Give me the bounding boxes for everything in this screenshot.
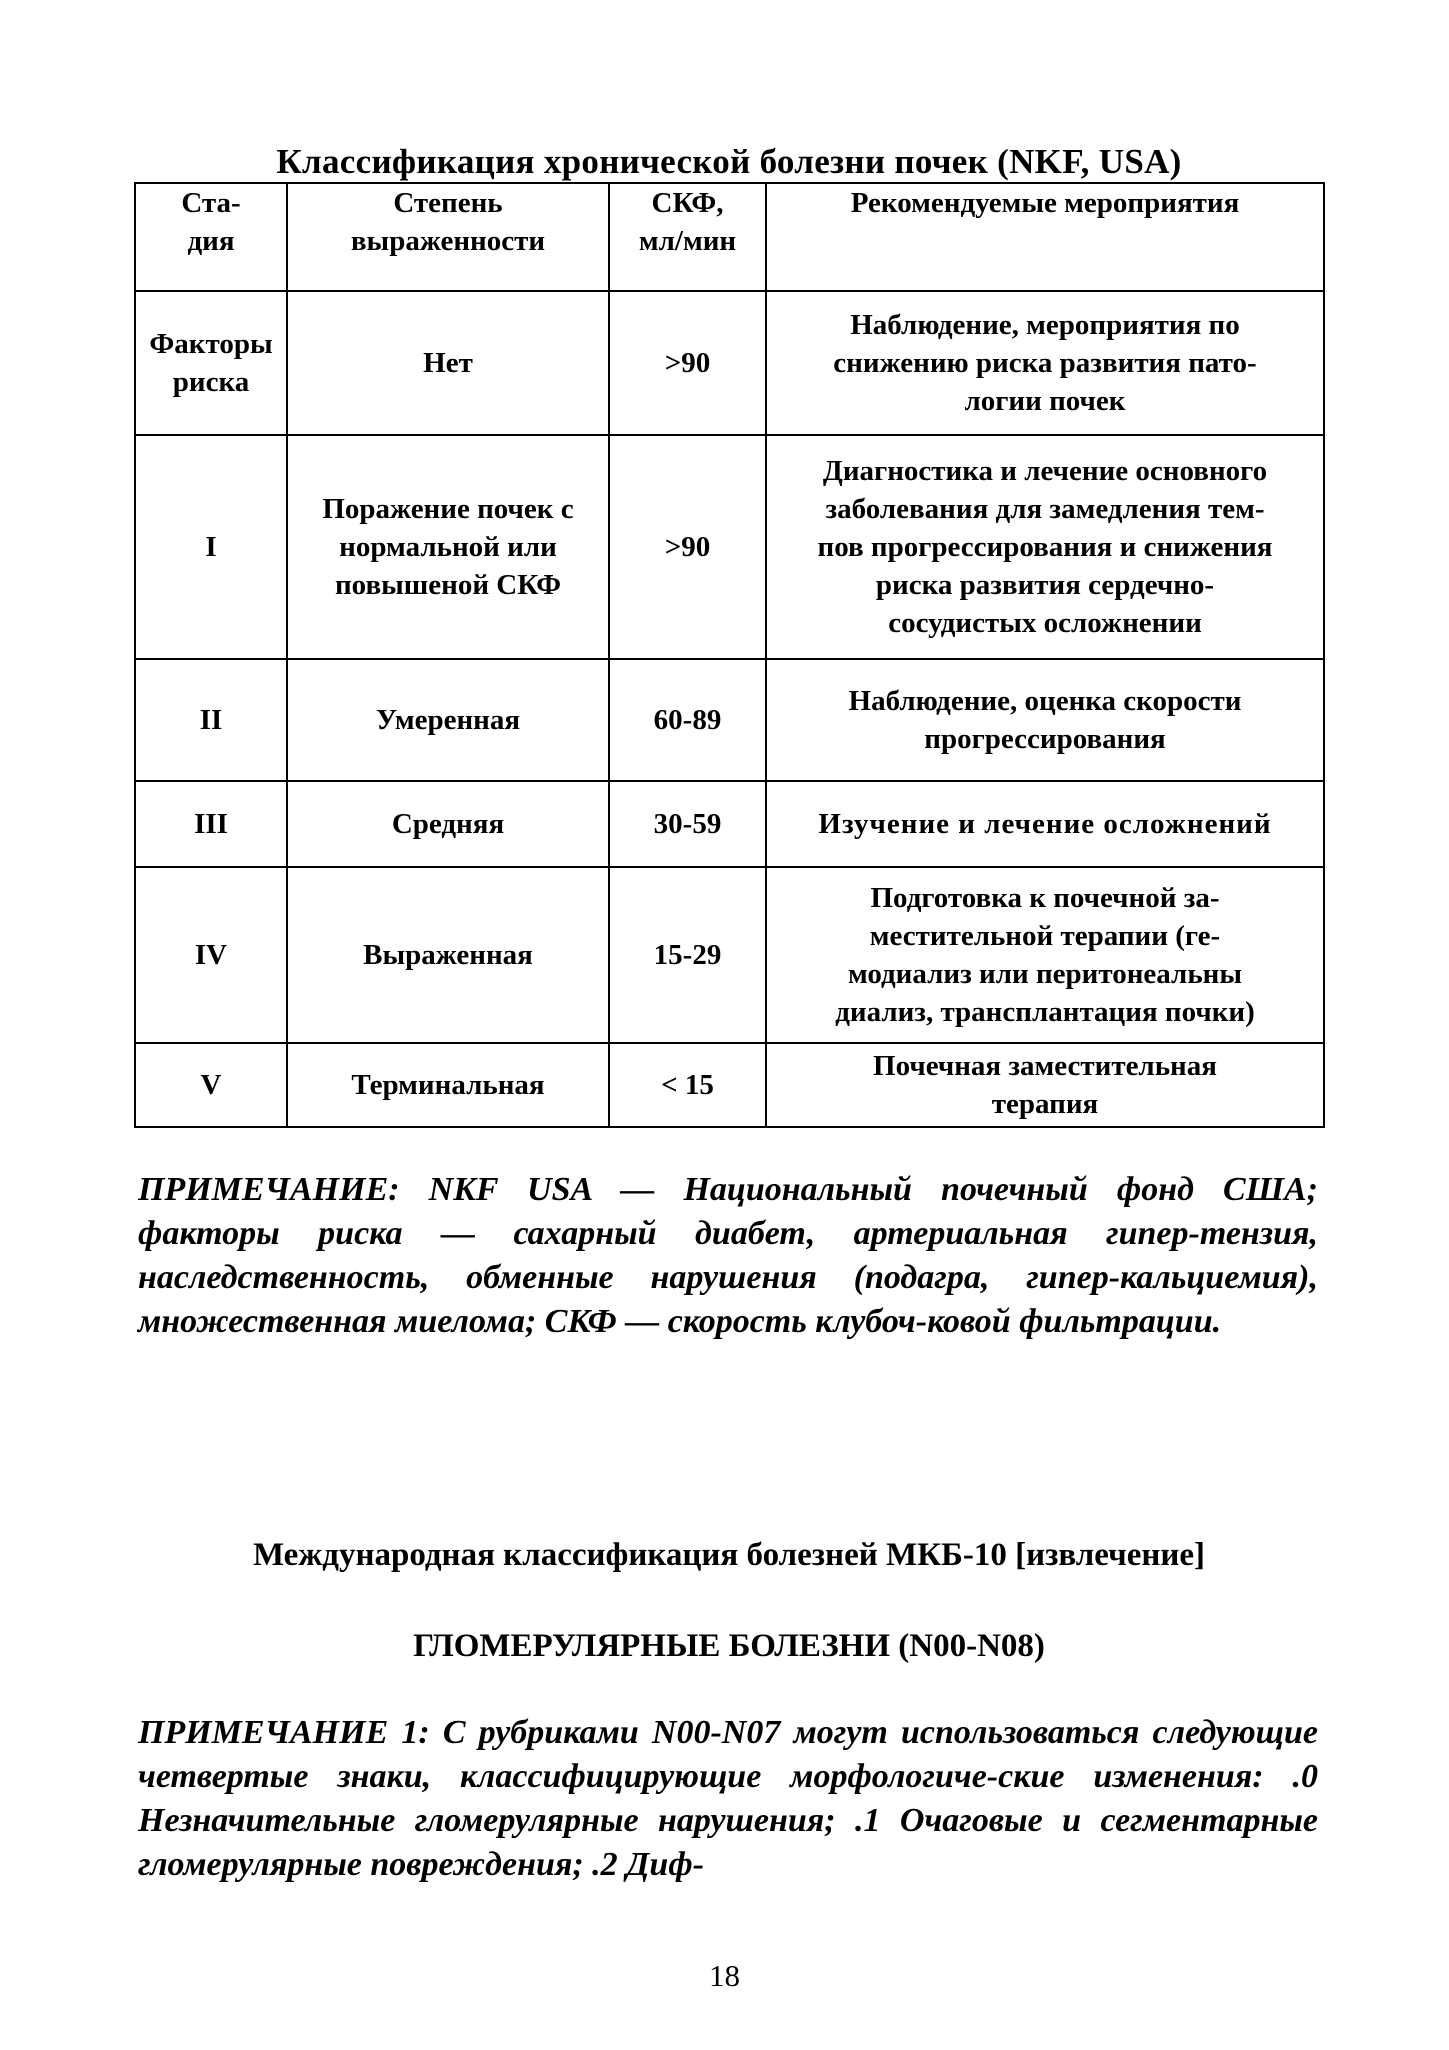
cell-actions: Наблюдение, мероприятия по снижению риска развития пато- логии почек: [766, 291, 1324, 435]
cell-gfr: 30-59: [609, 781, 766, 867]
cell-gfr: 60-89: [609, 659, 766, 781]
cell-stage: I: [135, 435, 287, 659]
cell-actions: Подготовка к почечной за- местительной терапии (ге- модиализ или перитонеальны диализ, трансплантация почки): [766, 867, 1324, 1043]
table-row: [135, 781, 1324, 867]
cell-gfr: < 15: [609, 1043, 766, 1127]
cell-degree: Средняя: [287, 781, 609, 867]
header-actions: Рекомендуемые мероприятия: [766, 183, 1324, 291]
cell-stage: III: [135, 781, 287, 867]
table-row: [135, 1043, 1324, 1127]
table-header-row: [135, 183, 1324, 291]
cell-degree: Поражение почек с нормальной или повышеной СКФ: [287, 435, 609, 659]
cell-stage: II: [135, 659, 287, 781]
cell-stage: IV: [135, 867, 287, 1043]
cell-degree: Нет: [287, 291, 609, 435]
table-row: [135, 435, 1324, 659]
cell-actions: Изучение и лечение осложнений: [766, 781, 1324, 867]
table-row: [135, 867, 1324, 1043]
cell-actions: Наблюдение, оценка скорости прогрессирования: [766, 659, 1324, 781]
cell-degree: Терминальная: [287, 1043, 609, 1127]
table-row: [135, 659, 1324, 781]
header-gfr: СКФ, мл/мин: [609, 183, 766, 291]
cell-actions: Почечная заместительная терапия: [766, 1043, 1324, 1127]
cell-actions: Диагностика и лечение основного заболевания для замедления тем- пов прогрессирования и снижения риска развития сердечно- сосудистых осложнении: [766, 435, 1324, 659]
section-heading-icd10: Международная классификация болезней МКБ-10 [извлечение]: [252, 1537, 1206, 1573]
cell-gfr: >90: [609, 435, 766, 659]
cell-gfr: >90: [609, 291, 766, 435]
cell-degree: Выраженная: [287, 867, 609, 1043]
section-heading-glomerular: ГЛОМЕРУЛЯРНЫЕ БОЛЕЗНИ (N00-N08): [413, 1628, 1045, 1664]
page-number: 18: [709, 1958, 740, 1993]
cell-gfr: 15-29: [609, 867, 766, 1043]
glomerular-note: ПРИМЕЧАНИЕ 1: С рубриками N00-N07 могут использоваться следующие четвертые знаки, классифицирующие морфологиче-ские изменения: .0 Незначительные гломерулярные нарушения; .1 Очаговые и сегментарные гломерулярные повреждения; .2 Диф-: [138, 1714, 1318, 1883]
cell-degree: Умеренная: [287, 659, 609, 781]
cell-stage: V: [135, 1043, 287, 1127]
table-title: Классификация хронической болезни почек (NKF, USA): [276, 142, 1182, 181]
header-stage: Ста- дия: [135, 183, 287, 291]
header-degree: Степень выраженности: [287, 183, 609, 291]
table-row: [135, 291, 1324, 435]
ckd-classification-table: [134, 182, 1325, 1128]
cell-stage: Факторы риска: [135, 291, 287, 435]
table-footnote: ПРИМЕЧАНИЕ: NKF USA — Национальный почечный фонд США; факторы риска — сахарный диабет, артериальная гипер-тензия, наследственность, обменные нарушения (подагра, гипер-кальциемия), множественная миелома; СКФ — скорость клубоч-ковой фильтрации.: [138, 1171, 1318, 1340]
